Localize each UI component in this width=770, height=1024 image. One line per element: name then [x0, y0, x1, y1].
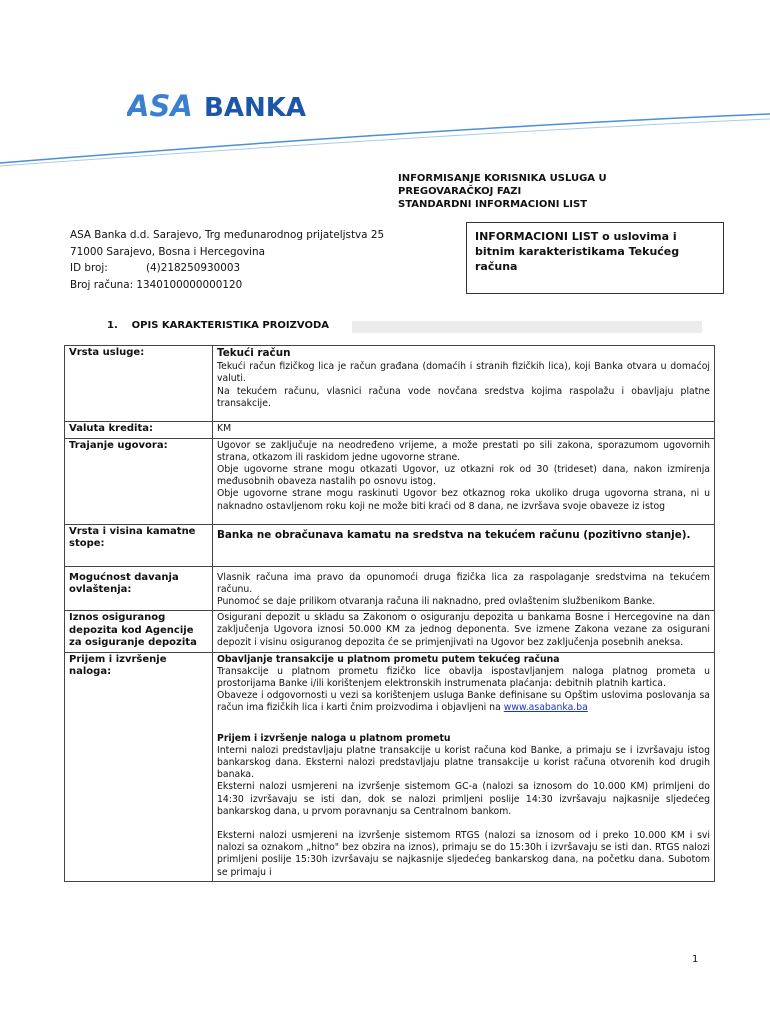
row-label: Iznos osiguranog depozita kod Agencije za osiguranje depozita	[65, 611, 213, 653]
section-heading-bar	[352, 321, 702, 333]
service-title: Tekući račun	[217, 347, 291, 359]
row-label: Trajanje ugovora:	[65, 438, 213, 524]
subheading: Prijem i izvršenje naloga u platnom prometu	[217, 732, 451, 744]
paragraph: Eksterni nalozi usmjereni na izvršenje sistemom GC-a (nalozi sa iznosom do 10.000 KM) primljeni do 14:30 izvršavaju se isti dan, dok se nalozi primljeni poslije 14:30 izvršavaju najkasnije sljedećeg bankarskog dana, u prvom poravnanju sa Centralnom bankom.	[217, 781, 710, 817]
svg-text:BANKA: BANKA	[204, 93, 306, 122]
paragraph-text: Obaveze i odgovornosti u vezi sa korištenjem usluga Banke definisane su Opštim uslovima poslovanja sa račun ima fizičkih lica i karti čnim proizvodima i objavljeni na	[217, 690, 710, 714]
header-line-1: INFORMISANJE KORISNIKA USLUGA U	[398, 173, 607, 184]
table-row	[65, 611, 715, 653]
table-row	[65, 346, 715, 422]
table-row	[65, 566, 715, 611]
paragraph	[217, 690, 710, 714]
paragraph: Na tekućem računu, vlasnici računa vode novčana sredstva kojima raspolažu i obavljaju platne transakcije.	[217, 385, 710, 409]
product-characteristics-table	[64, 345, 715, 882]
document-header	[398, 172, 607, 211]
paragraph: Tekući račun fizičkog lica je račun građana (domaćih i stranih fizičkih lica), koji Banka otvara u domaćoj valuti.	[217, 361, 710, 385]
paragraph: Vlasnik računa ima pravo da opunomoći druga fizička lica za raspolaganje sredstvima na tekućem računu.	[217, 571, 710, 595]
row-value	[213, 346, 715, 422]
bank-address	[70, 227, 384, 293]
info-title: INFORMACIONI LIST o uslovima i bitnim karakteristikama Tekućeg računa	[475, 230, 680, 273]
info-title-box	[466, 222, 724, 294]
address-line-2: 71000 Sarajevo, Bosna i Hercegovina	[70, 245, 265, 258]
paragraph: Obje ugovorne strane mogu otkazati Ugovor, uz otkazni rok od 30 (trideset) dana, nakon izmirenja međusobnih obaveza nastalih po osnovu istog.	[217, 463, 710, 488]
svg-text:ASA: ASA	[127, 89, 193, 122]
id-label: ID broj:	[70, 262, 108, 274]
row-value: Osigurani depozit u skladu sa Zakonom o osiguranju depozita u bankama Bosne i Hercegovine na dan zaključenja Ugovora iznosi 50.000 KM za jednog deponenta. Sve izmene Zakona vezane za osigurani depozit i visinu osiguranog depozita će se primjenjivati na Ugovor bez zaključenja posebnih aneksa.	[213, 611, 715, 653]
paragraph: Obje ugovorne strane mogu raskinuti Ugovor bez otkaznog roka ukoliko druga ugovorna strana, ni u naknadno ostavljenom roku koji ne može biti kraći od 8 dana, ne izvršava svoje obaveze iz istog	[217, 488, 710, 512]
header-swoosh-line	[0, 100, 770, 180]
row-label: Vrsta i visina kamatne stope:	[65, 524, 213, 566]
table-row	[65, 422, 715, 439]
row-value	[213, 438, 715, 524]
row-label: Prijem i izvršenje naloga:	[65, 652, 213, 881]
table-row	[65, 438, 715, 524]
paragraph: Ugovor se zaključuje na neodređeno vrijeme, a može prestati po sili zakona, sporazumom ugovornih strana, otkazom ili raskidom jedne ugovorne strane.	[217, 439, 710, 463]
page-number: 1	[692, 954, 699, 965]
row-value	[213, 566, 715, 611]
header-line-3: STANDARDNI INFORMACIONI LIST	[398, 199, 588, 210]
address-line-1: ASA Banka d.d. Sarajevo, Trg međunarodnog prijateljstva 25	[70, 229, 385, 241]
section-heading: 1. OPIS KARAKTERISTIKA PROIZVODA	[107, 320, 329, 331]
id-value: (4)218250930003	[146, 262, 241, 274]
paragraph: Eksterni nalozi usmjereni na izvršenje sistemom RTGS (nalozi sa iznosom od i preko 10.000 KM i svi nalozi sa oznakom „hitno" bez obzira na iznos), primaju se do 15:30h i izvršavaju se isti dan. RTGS nalozi primljeni poslije 15:30h izvršavaju se najkasnije sljedećeg bankarskog dana, na početku dana. Subotom se primaju i	[217, 830, 710, 878]
row-label: Valuta kredita:	[65, 422, 213, 439]
row-label: Mogućnost davanja ovlaštenja:	[65, 566, 213, 611]
paragraph: Punomoć se daje prilikom otvaranja računa ili naknadno, pred ovlaštenim službenikom Banke.	[217, 595, 656, 607]
table-row	[65, 652, 715, 881]
row-label: Vrsta usluge:	[65, 346, 213, 422]
subheading: Obavljanje transakcije u platnom prometu putem tekućeg računa	[217, 653, 560, 665]
header-line-2: PREGOVARAČKOJ FAZI	[398, 186, 522, 197]
table-row	[65, 524, 715, 566]
row-value: Banka ne obračunava kamatu na sredstva na tekućem računu (pozitivno stanje).	[213, 524, 715, 566]
id-number-row	[70, 260, 384, 277]
account-number: Broj računa: 1340100000000120	[70, 278, 243, 291]
row-value	[213, 652, 715, 881]
asabanka-link[interactable]: www.asabanka.ba	[503, 702, 588, 714]
paragraph: Transakcije u platnom prometu fizičko lice obavlja ispostavljanjem naloga platnog prometa u prostorijama Banke i/ili korištenjem elektronskih instrumenata plaćanja: debitnih platnih kartica.	[217, 665, 710, 690]
row-value: KM	[213, 422, 715, 439]
paragraph: Interni nalozi predstavljaju platne transakcije u korist računa kod Banke, a primaju se i izvršavaju istog bankarskog dana. Eksterni nalozi predstavljaju platne transakcije u korist računa otvorenih kod drugih banaka.	[217, 744, 710, 781]
